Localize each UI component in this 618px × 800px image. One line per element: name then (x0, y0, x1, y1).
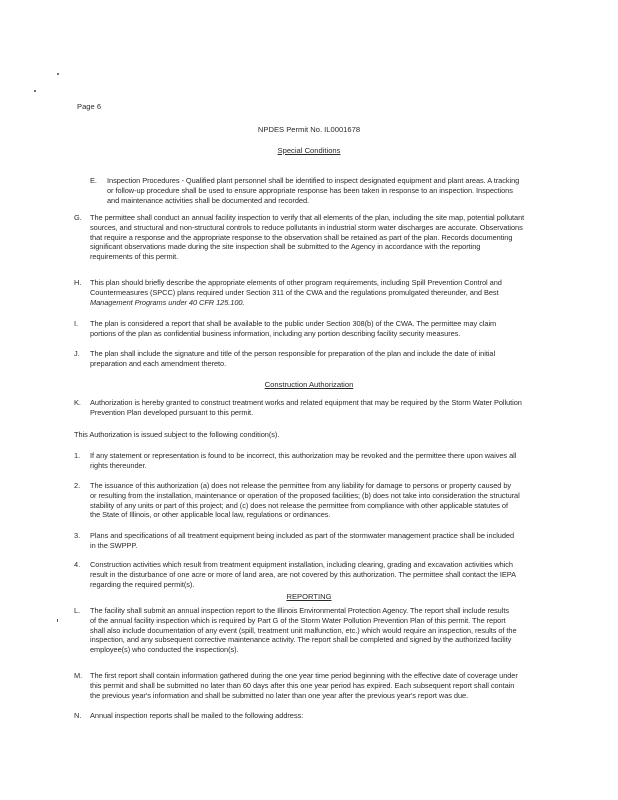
paragraph-m (90, 671, 518, 700)
paragraph-l-label: L. (74, 606, 81, 615)
paragraph-line: preparation and each amendment thereto. (90, 358, 227, 368)
scan-speck (34, 90, 36, 92)
condition-1 (90, 451, 516, 471)
paragraph-line: that require a response and the appropriate response to the observation shall be retained as part of the plan. Records documenting (90, 232, 513, 242)
condition-2-label: 2. (74, 481, 81, 490)
condition-1-label: 1. (74, 451, 81, 460)
paragraph-line: requirements of this permit. (90, 252, 179, 262)
paragraph-line: significant observations made during the site inspection shall be submitted to the Agency in accordance with the reporting (90, 242, 481, 252)
paragraph-e (107, 176, 519, 205)
paragraph-m-label: M. (74, 671, 83, 680)
paragraph-i-label: I. (74, 319, 79, 328)
condition-line: Plans and specifications of all treatment equipment being included as part of the stormwater management practice shall be included (90, 531, 515, 540)
paragraph-line: The facility shall submit an annual inspection report to the Illinois Environmental Protection Agency. The report shall include results (90, 606, 509, 615)
special-conditions-heading: Special Conditions (277, 146, 341, 155)
paragraph-j (90, 349, 495, 369)
page-label: Page 6 (77, 102, 102, 111)
condition-line: rights thereunder. (90, 460, 147, 470)
paragraph-line: Countermeasures (SPCC) plans required under Section 311 of the CWA and the regulations promulgated thereunder, and Best (90, 287, 499, 297)
condition-3 (90, 531, 514, 551)
condition-line: or resulting from the installation, maintenance or operation of the proposed facilities; (b) does not take into consideration the structural (90, 490, 520, 500)
paragraph-line: Annual inspection reports shall be mailed to the following address: (90, 711, 304, 720)
condition-line: in the SWPPP. (90, 540, 138, 550)
condition-line: the State of Illinois, or other applicable local law, regulations or ordinances. (90, 510, 331, 520)
paragraph-line: The plan is considered a report that shall be available to the public under Section 308(b) of the CWA. The permittee may claim (90, 319, 497, 328)
paragraph-i (90, 319, 496, 339)
condition-2 (90, 481, 520, 520)
paragraph-line: the previous year's information and shall be submitted no later than one year after the previous year's report was due. (90, 690, 469, 700)
condition-4-label: 4. (74, 560, 81, 569)
scan-speck (57, 73, 59, 75)
paragraph-line: shall also include documentation of any event (spill, treatment unit malfunction, etc.) which would require an inspection, results of the (90, 625, 517, 635)
paragraph-line: this permit and shall be submitted no later than 60 days after this one year period has expired. Each subsequent report shall contain (90, 680, 515, 690)
paragraph-line: of the annual facility inspection which is required by Part G of the Storm Water Pollution Prevention Plan of this permit. The report (90, 615, 506, 625)
condition-line: The issuance of this authorization (a) does not release the permittee from any liability for damage to persons or property caused by (90, 481, 512, 490)
paragraph-l (90, 606, 517, 655)
paragraph-line: This plan should briefly describe the appropriate elements of other program requirements, including Spill Prevention Control and (90, 278, 502, 287)
paragraph-line: Management Programs under 40 CFR 125.100. (90, 297, 245, 307)
scan-speck (57, 619, 58, 622)
paragraph-n-label: N. (74, 711, 82, 720)
permit-title: NPDES Permit No. IL0001678 (257, 125, 361, 134)
authorization-intro: This Authorization is issued subject to the following condition(s). (74, 430, 280, 439)
paragraph-e-label: E. (90, 176, 97, 185)
condition-line: If any statement or representation is found to be incorrect, this authorization may be revoked and the permittee there upon waives all (90, 451, 517, 460)
construction-heading: Construction Authorization (264, 380, 354, 389)
condition-line: stability of any units or part of this project; and (c) does not release the permittee from compliance with other applicable statutes of (90, 500, 508, 510)
paragraph-line: and maintenance activities shall be documented and recorded. (107, 195, 310, 205)
paragraph-line: employee(s) who conducted the inspection(s). (90, 645, 239, 655)
reporting-heading: REPORTING (286, 592, 332, 601)
paragraph-h (90, 278, 502, 307)
paragraph-line: Inspection Procedures - Qualified plant personnel shall be identified to inspect designated equipment and plant areas. A tracking (107, 176, 520, 185)
paragraph-line: Prevention Plan developed pursuant to this permit. (90, 407, 254, 417)
paragraph-g-label: G. (74, 213, 82, 222)
paragraph-j-label: J. (74, 349, 80, 358)
paragraph-line: inspection, and any subsequent corrective maintenance activity. The report shall be completed and signed by the authorized facility (90, 635, 512, 645)
condition-line: Construction activities which result from treatment equipment installation, including clearing, grading and excavation activities which (90, 560, 513, 569)
paragraph-line: Authorization is hereby granted to construct treatment works and related equipment that may be required by the Storm Water Pollution (90, 398, 522, 407)
paragraph-g (90, 213, 524, 262)
paragraph-line: The first report shall contain information gathered during the one year time period beginning with the effective date of coverage under (90, 671, 518, 680)
condition-3-label: 3. (74, 531, 81, 540)
paragraph-k (90, 398, 522, 418)
paragraph-line: The plan shall include the signature and title of the person responsible for preparation of the plan and include the date of initial (90, 349, 496, 358)
paragraph-line: sources, and structural and non-structural controls to reduce pollutants in industrial storm water discharges are accurate. Observations (90, 222, 523, 232)
paragraph-k-label: K. (74, 398, 81, 407)
paragraph-n (90, 711, 303, 721)
paragraph-line: The permittee shall conduct an annual facility inspection to verify that all elements of the plan, including the site map, potential pollutant (90, 213, 525, 222)
condition-line: result in the disturbance of one acre or more of land area, are not covered by this authorization. The permittee shall contact the IEPA (90, 569, 516, 579)
condition-line: regarding the required permit(s). (90, 579, 195, 589)
paragraph-line: or follow-up procedure shall be used to ensure appropriate response has been taken in response to an inspection. Inspections (107, 185, 513, 195)
paragraph-h-label: H. (74, 278, 82, 287)
condition-4 (90, 560, 516, 589)
paragraph-line: portions of the plan as confidential business information, including any portion describing facility security measures. (90, 328, 461, 338)
